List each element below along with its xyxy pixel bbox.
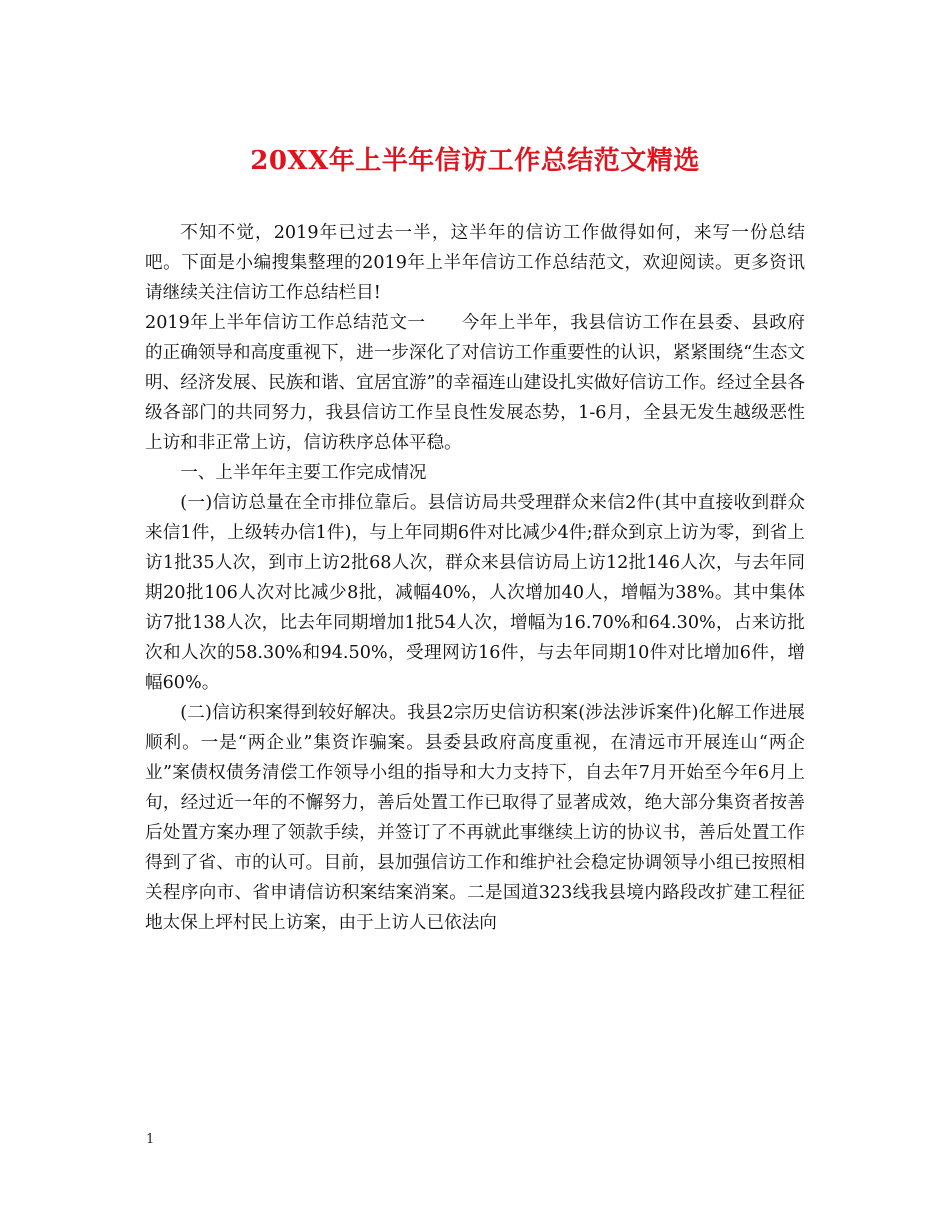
- section-heading: 一、上半年年主要工作完成情况: [180, 463, 427, 483]
- page-number: 1: [146, 1132, 155, 1147]
- paragraph-visit-totals: (一)信访总量在全市排位靠后。县信访局共受理群众来信2件(其中直接收到群众来信1件，上级转办信1件)，与上年同期6件对比减少4件;群众到京上访为零，到省上访1批35人次，到市上访2批68人次，群众来县信访局上访12批146人次，与去年同期20批106人次对比减少8批，减幅40%，人次增加40人，增幅为38%。其中集体访7批138人次，比去年同期增加1批54人次，增幅为16.70%和64.30%，占来访批次和人次的58.30%和94.50%，受理网访16件，与去年同期10件对比增加6件，增幅60%。: [145, 493, 805, 693]
- paragraph-backlog-cases: (二)信访积案得到较好解决。我县2宗历史信访积案(涉法涉诉案件)化解工作进展顺利。一是“两企业”集资诈骗案。县委县政府高度重视，在清远市开展连山“两企业”案债权债务清偿工作领导小组的指导和大力支持下，自去年7月开始至今年6月上旬，经过近一年的不懈努力，善后处置工作已取得了显著成效，绝大部分集资者按善后处置方案办理了领款手续，并签订了不再就此事继续上访的协议书，善后处置工作得到了省、市的认可。目前，县加强信访工作和维护社会稳定协调领导小组已按照相关程序向市、省申请信访积案结案消案。二是国道323线我县境内路段改扩建工程征地太保上坪村民上访案，由于上访人已依法向: [145, 703, 805, 933]
- intro-paragraph: 不知不觉，2019年已过去一半，这半年的信访工作做得如何，来写一份总结吧。下面是小编搜集整理的2019年上半年信访工作总结范文，欢迎阅读。更多资讯请继续关注信访工作总结栏目!: [145, 223, 805, 303]
- document-body: [145, 218, 805, 938]
- document-title: 20XX年上半年信访工作总结范文精选: [250, 146, 700, 176]
- summary-opening-paragraph: 2019年上半年信访工作总结范文一 今年上半年，我县信访工作在县委、县政府的正确领导和高度重视下，进一步深化了对信访工作重要性的认识，紧紧围绕“生态文明、经济发展、民族和谐、宜居宜游”的幸福连山建设扎实做好信访工作。经过全县各级各部门的共同努力，我县信访工作呈良性发展态势，1-6月，全县无发生越级恶性上访和非正常上访，信访秩序总体平稳。: [145, 313, 805, 453]
